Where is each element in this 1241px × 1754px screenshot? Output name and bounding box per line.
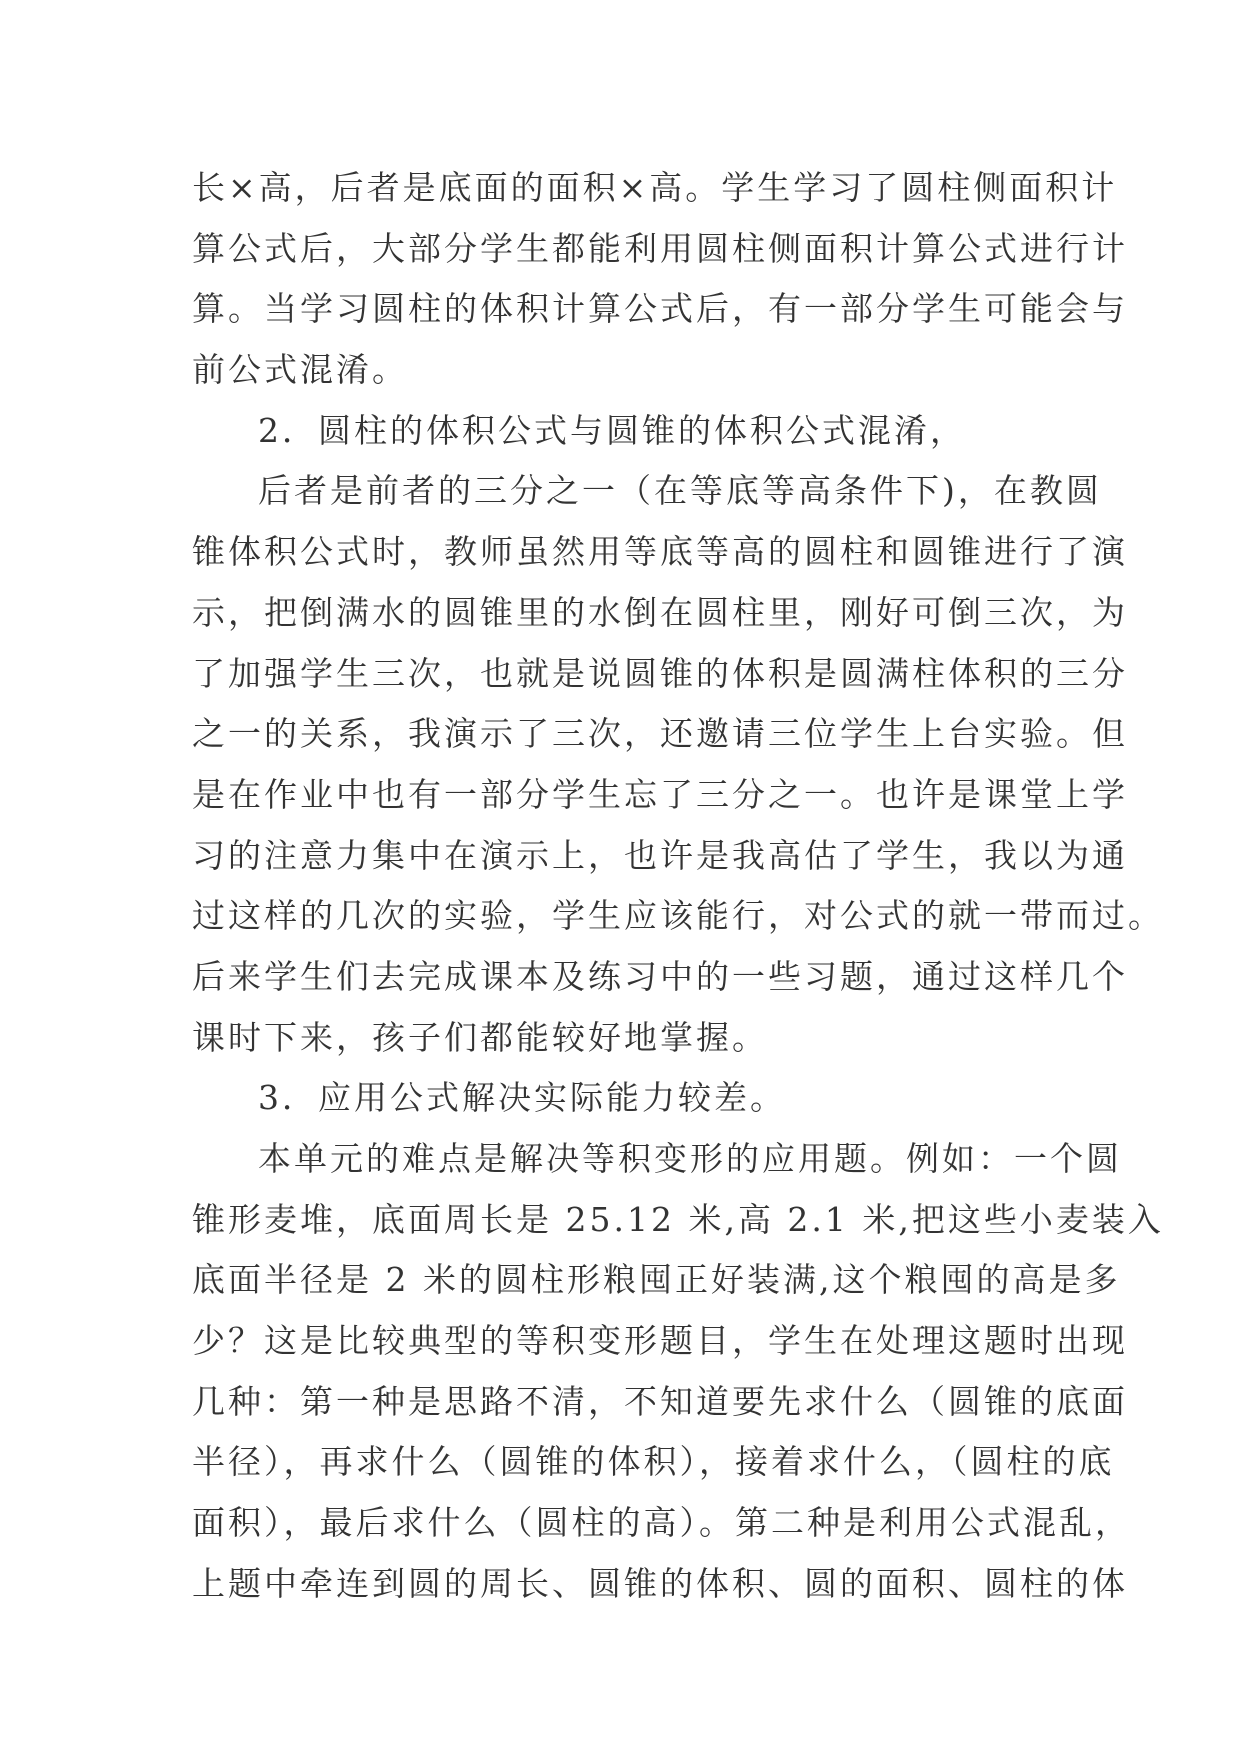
text-line: 算公式后，大部分学生都能利用圆柱侧面积计算公式进行计	[192, 228, 1128, 268]
text-line: 半径），再求什么（圆锥的体积），接着求什么，（圆柱的底	[192, 1442, 1115, 1482]
text-line: 后者是前者的三分之一（在等底等高条件下)，在教圆	[258, 471, 1102, 511]
text-line: 底面半径是 2 米的圆柱形粮囤正好装满,这个粮囤的高是多	[192, 1260, 1121, 1300]
text-line: 是在作业中也有一部分学生忘了三分之一。也许是课堂上学	[192, 774, 1128, 814]
section-heading: 3．应用公式解决实际能力较差。	[258, 1078, 786, 1118]
text-line: 习的注意力集中在演示上，也许是我高估了学生，我以为通	[192, 835, 1128, 875]
text-line: 前公式混淆。	[192, 350, 408, 390]
text-line: 长×高，后者是底面的面积×高。学生学习了圆柱侧面积计	[192, 168, 1118, 207]
text-line: 上题中牵连到圆的周长、圆锥的体积、圆的面积、圆柱的体	[192, 1563, 1128, 1603]
document-body	[192, 158, 1164, 1615]
text-line: 过这样的几次的实验，学生应该能行，对公式的就一带而过。	[192, 896, 1164, 936]
text-line: 本单元的难点是解决等积变形的应用题。例如：一个圆	[258, 1139, 1122, 1178]
text-line: 算。当学习圆柱的体积计算公式后，有一部分学生可能会与	[192, 289, 1128, 329]
section-heading: 2．圆柱的体积公式与圆锥的体积公式混淆，	[258, 410, 966, 450]
text-line: 锥体积公式时，教师虽然用等底等高的圆柱和圆锥进行了演	[192, 532, 1128, 572]
text-line: 几种：第一种是思路不清，不知道要先求什么（圆锥的底面	[192, 1381, 1128, 1421]
text-line: 示，把倒满水的圆锥里的水倒在圆柱里，刚好可倒三次，为	[192, 592, 1128, 632]
text-line: 之一的关系，我演示了三次，还邀请三位学生上台实验。但	[192, 714, 1128, 754]
text-line: 后来学生们去完成课本及练习中的一些习题，通过这样几个	[192, 956, 1128, 996]
text-line: 面积），最后求什么（圆柱的高）。第二种是利用公式混乱，	[192, 1503, 1131, 1543]
text-line: 课时下来，孩子们都能较好地掌握。	[192, 1017, 768, 1057]
text-line: 了加强学生三次，也就是说圆锥的体积是圆满柱体积的三分	[192, 653, 1128, 693]
text-line: 少？这是比较典型的等积变形题目，学生在处理这题时出现	[192, 1321, 1128, 1361]
text-line: 锥形麦堆，底面周长是 25.12 米,高 2.1 米,把这些小麦装入	[192, 1199, 1164, 1239]
